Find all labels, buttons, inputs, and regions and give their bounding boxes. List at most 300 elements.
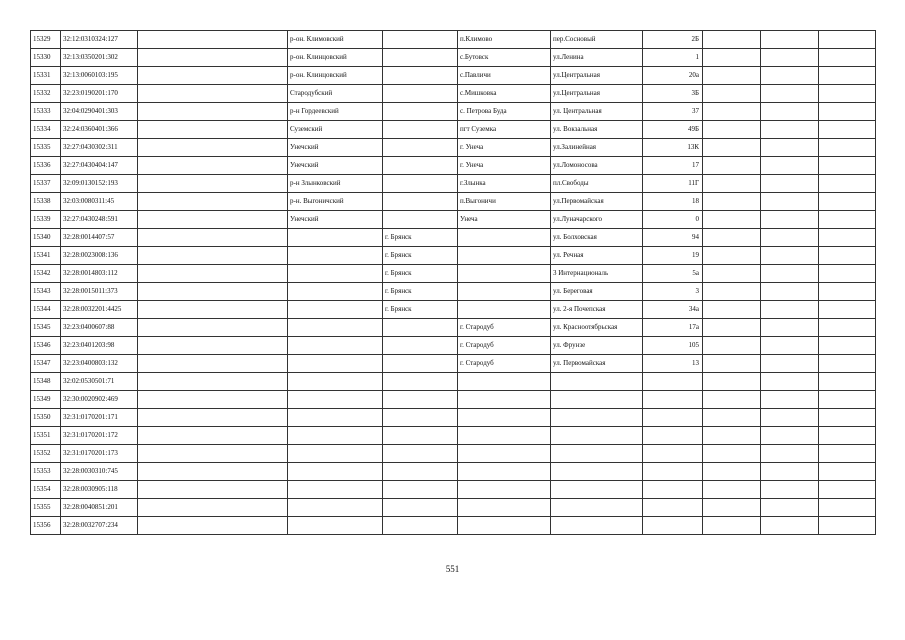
city-cell (383, 193, 458, 211)
street-cell (551, 373, 643, 391)
district-cell (288, 445, 383, 463)
house-number-cell: 1 (643, 49, 703, 67)
cadastral-number-cell: 32:28:0014803:112 (61, 265, 138, 283)
extra-col-3-cell (819, 337, 876, 355)
city-cell: г. Брянск (383, 265, 458, 283)
extra-col-2-cell (761, 229, 819, 247)
owner-cell (138, 265, 288, 283)
city-cell (383, 85, 458, 103)
extra-col-3-cell (819, 31, 876, 49)
street-cell: 3 Интернациональ (551, 265, 643, 283)
settlement-cell: с.Мишковка (458, 85, 551, 103)
settlement-cell (458, 463, 551, 481)
row-number-cell: 15332 (31, 85, 61, 103)
cadastral-number-cell: 32:23:0400803:132 (61, 355, 138, 373)
city-cell: г. Брянск (383, 283, 458, 301)
owner-cell (138, 301, 288, 319)
settlement-cell: пгт Суземка (458, 121, 551, 139)
extra-col-2-cell (761, 355, 819, 373)
extra-col-1-cell (703, 355, 761, 373)
settlement-cell: с. Петрова Буда (458, 103, 551, 121)
street-cell: ул.Первомайская (551, 193, 643, 211)
house-number-cell: 11Г (643, 175, 703, 193)
cadastral-number-cell: 32:13:0060103:195 (61, 67, 138, 85)
cadastral-number-cell: 32:23:0190201:170 (61, 85, 138, 103)
table-row (31, 247, 876, 265)
city-cell (383, 319, 458, 337)
extra-col-1-cell (703, 283, 761, 301)
owner-cell (138, 337, 288, 355)
page-number: 551 (445, 564, 460, 574)
extra-col-1-cell (703, 85, 761, 103)
row-number-cell: 15352 (31, 445, 61, 463)
street-cell: ул.Луначарского (551, 211, 643, 229)
cadastral-number-cell: 32:28:0030905:118 (61, 481, 138, 499)
extra-col-1-cell (703, 193, 761, 211)
cadastral-number-cell: 32:31:0170201:172 (61, 427, 138, 445)
owner-cell (138, 463, 288, 481)
street-cell: ул.Ленина (551, 49, 643, 67)
owner-cell (138, 247, 288, 265)
table-row (31, 463, 876, 481)
owner-cell (138, 193, 288, 211)
row-number-cell: 15342 (31, 265, 61, 283)
district-cell (288, 391, 383, 409)
settlement-cell (458, 229, 551, 247)
extra-col-1-cell (703, 31, 761, 49)
extra-col-2-cell (761, 175, 819, 193)
cadastral-number-cell: 32:27:0430248:591 (61, 211, 138, 229)
extra-col-1-cell (703, 175, 761, 193)
street-cell: ул. Речная (551, 247, 643, 265)
extra-col-2-cell (761, 211, 819, 229)
city-cell (383, 49, 458, 67)
table-row (31, 49, 876, 67)
register-table (30, 30, 876, 535)
house-number-cell: 49Б (643, 121, 703, 139)
extra-col-2-cell (761, 373, 819, 391)
house-number-cell: 19 (643, 247, 703, 265)
street-cell (551, 481, 643, 499)
house-number-cell: 17 (643, 157, 703, 175)
city-cell (383, 463, 458, 481)
district-cell: р-н Гордеевский (288, 103, 383, 121)
extra-col-2-cell (761, 49, 819, 67)
table-row (31, 157, 876, 175)
house-number-cell (643, 463, 703, 481)
extra-col-1-cell (703, 121, 761, 139)
row-number-cell: 15354 (31, 481, 61, 499)
cadastral-number-cell: 32:31:0170201:171 (61, 409, 138, 427)
extra-col-2-cell (761, 157, 819, 175)
district-cell: р-он. Клинцовский (288, 49, 383, 67)
extra-col-1-cell (703, 229, 761, 247)
district-cell (288, 517, 383, 535)
settlement-cell: г. Стародуб (458, 319, 551, 337)
row-number-cell: 15356 (31, 517, 61, 535)
extra-col-2-cell (761, 247, 819, 265)
district-cell (288, 247, 383, 265)
house-number-cell: 37 (643, 103, 703, 121)
cadastral-number-cell: 32:02:0530501:71 (61, 373, 138, 391)
owner-cell (138, 283, 288, 301)
street-cell: пер.Сосновый (551, 31, 643, 49)
cadastral-number-cell: 32:28:0023008:136 (61, 247, 138, 265)
table-row (31, 301, 876, 319)
extra-col-3-cell (819, 211, 876, 229)
extra-col-1-cell (703, 373, 761, 391)
house-number-cell (643, 481, 703, 499)
extra-col-3-cell (819, 301, 876, 319)
district-cell (288, 463, 383, 481)
district-cell (288, 265, 383, 283)
district-cell (288, 427, 383, 445)
cadastral-number-cell: 32:12:0310324:127 (61, 31, 138, 49)
owner-cell (138, 139, 288, 157)
table-row (31, 265, 876, 283)
extra-col-3-cell (819, 391, 876, 409)
row-number-cell: 15351 (31, 427, 61, 445)
extra-col-2-cell (761, 139, 819, 157)
district-cell: Стародубский (288, 85, 383, 103)
table-row (31, 31, 876, 49)
extra-col-1-cell (703, 247, 761, 265)
street-cell: ул. Красноотябрьская (551, 319, 643, 337)
extra-col-3-cell (819, 193, 876, 211)
owner-cell (138, 211, 288, 229)
house-number-cell: 17а (643, 319, 703, 337)
extra-col-3-cell (819, 175, 876, 193)
street-cell: ул. Фрунзе (551, 337, 643, 355)
extra-col-1-cell (703, 517, 761, 535)
cadastral-number-cell: 32:28:0015011:373 (61, 283, 138, 301)
house-number-cell: 20а (643, 67, 703, 85)
settlement-cell: п.Выгоничи (458, 193, 551, 211)
extra-col-1-cell (703, 265, 761, 283)
extra-col-2-cell (761, 319, 819, 337)
extra-col-3-cell (819, 409, 876, 427)
row-number-cell: 15331 (31, 67, 61, 85)
row-number-cell: 15333 (31, 103, 61, 121)
city-cell (383, 139, 458, 157)
owner-cell (138, 103, 288, 121)
extra-col-2-cell (761, 481, 819, 499)
district-cell (288, 283, 383, 301)
cadastral-number-cell: 32:31:0170201:173 (61, 445, 138, 463)
settlement-cell (458, 517, 551, 535)
extra-col-2-cell (761, 517, 819, 535)
city-cell (383, 103, 458, 121)
house-number-cell: 2Б (643, 31, 703, 49)
table-row (31, 427, 876, 445)
settlement-cell: с.Бутовск (458, 49, 551, 67)
row-number-cell: 15334 (31, 121, 61, 139)
row-number-cell: 15345 (31, 319, 61, 337)
extra-col-1-cell (703, 103, 761, 121)
extra-col-1-cell (703, 391, 761, 409)
settlement-cell (458, 499, 551, 517)
city-cell (383, 355, 458, 373)
cadastral-number-cell: 32:23:0400607:88 (61, 319, 138, 337)
table-row (31, 229, 876, 247)
owner-cell (138, 427, 288, 445)
extra-col-3-cell (819, 85, 876, 103)
table-row (31, 283, 876, 301)
extra-col-2-cell (761, 301, 819, 319)
extra-col-3-cell (819, 121, 876, 139)
settlement-cell: п.Климово (458, 31, 551, 49)
settlement-cell (458, 409, 551, 427)
house-number-cell: 3Б (643, 85, 703, 103)
city-cell (383, 499, 458, 517)
street-cell (551, 499, 643, 517)
street-cell: ул.Залинейная (551, 139, 643, 157)
extra-col-3-cell (819, 463, 876, 481)
extra-col-1-cell (703, 481, 761, 499)
row-number-cell: 15355 (31, 499, 61, 517)
row-number-cell: 15329 (31, 31, 61, 49)
extra-col-3-cell (819, 373, 876, 391)
table-row (31, 139, 876, 157)
district-cell: Унечский (288, 211, 383, 229)
extra-col-1-cell (703, 211, 761, 229)
house-number-cell (643, 409, 703, 427)
table-row (31, 481, 876, 499)
house-number-cell: 13 (643, 355, 703, 373)
table-row (31, 409, 876, 427)
extra-col-3-cell (819, 283, 876, 301)
table-row (31, 193, 876, 211)
city-cell (383, 373, 458, 391)
street-cell: пл.Свободы (551, 175, 643, 193)
city-cell (383, 427, 458, 445)
extra-col-2-cell (761, 193, 819, 211)
extra-col-2-cell (761, 337, 819, 355)
street-cell (551, 517, 643, 535)
street-cell (551, 445, 643, 463)
street-cell: ул.Центральная (551, 85, 643, 103)
settlement-cell: г. Унеча (458, 157, 551, 175)
district-cell: р-н Злынковский (288, 175, 383, 193)
extra-col-3-cell (819, 517, 876, 535)
house-number-cell: 0 (643, 211, 703, 229)
street-cell (551, 391, 643, 409)
house-number-cell (643, 391, 703, 409)
extra-col-3-cell (819, 445, 876, 463)
table-row (31, 85, 876, 103)
owner-cell (138, 391, 288, 409)
row-number-cell: 15340 (31, 229, 61, 247)
house-number-cell: 13К (643, 139, 703, 157)
district-cell: р-он. Климовский (288, 31, 383, 49)
cadastral-number-cell: 32:28:0032201:4425 (61, 301, 138, 319)
extra-col-3-cell (819, 319, 876, 337)
settlement-cell (458, 445, 551, 463)
extra-col-3-cell (819, 67, 876, 85)
extra-col-2-cell (761, 121, 819, 139)
table-row (31, 355, 876, 373)
settlement-cell (458, 283, 551, 301)
owner-cell (138, 481, 288, 499)
district-cell (288, 409, 383, 427)
house-number-cell (643, 445, 703, 463)
district-cell: р-он. Клинцовский (288, 67, 383, 85)
city-cell: г. Брянск (383, 301, 458, 319)
extra-col-3-cell (819, 157, 876, 175)
street-cell: ул. Вокзальная (551, 121, 643, 139)
house-number-cell (643, 499, 703, 517)
owner-cell (138, 355, 288, 373)
street-cell: ул. 2-я Почепская (551, 301, 643, 319)
row-number-cell: 15346 (31, 337, 61, 355)
city-cell (383, 409, 458, 427)
settlement-cell: г. Стародуб (458, 355, 551, 373)
settlement-cell (458, 391, 551, 409)
settlement-cell: с.Павличи (458, 67, 551, 85)
district-cell (288, 373, 383, 391)
city-cell (383, 337, 458, 355)
row-number-cell: 15335 (31, 139, 61, 157)
row-number-cell: 15336 (31, 157, 61, 175)
settlement-cell (458, 427, 551, 445)
extra-col-1-cell (703, 427, 761, 445)
cadastral-number-cell: 32:28:0030310:745 (61, 463, 138, 481)
cadastral-number-cell: 32:28:0032707:234 (61, 517, 138, 535)
district-cell (288, 301, 383, 319)
row-number-cell: 15350 (31, 409, 61, 427)
register-body (31, 31, 876, 535)
extra-col-2-cell (761, 427, 819, 445)
owner-cell (138, 445, 288, 463)
owner-cell (138, 499, 288, 517)
owner-cell (138, 175, 288, 193)
extra-col-3-cell (819, 49, 876, 67)
table-row (31, 103, 876, 121)
house-number-cell (643, 373, 703, 391)
district-cell: р-н. Выгоничский (288, 193, 383, 211)
house-number-cell (643, 517, 703, 535)
extra-col-2-cell (761, 31, 819, 49)
street-cell: ул.Ломоносова (551, 157, 643, 175)
extra-col-3-cell (819, 265, 876, 283)
district-cell (288, 319, 383, 337)
extra-col-2-cell (761, 283, 819, 301)
row-number-cell: 15337 (31, 175, 61, 193)
owner-cell (138, 517, 288, 535)
table-row (31, 67, 876, 85)
row-number-cell: 15338 (31, 193, 61, 211)
table-row (31, 211, 876, 229)
house-number-cell: 5а (643, 265, 703, 283)
table-row (31, 175, 876, 193)
extra-col-1-cell (703, 139, 761, 157)
cadastral-number-cell: 32:13:0350201:302 (61, 49, 138, 67)
row-number-cell: 15347 (31, 355, 61, 373)
extra-col-2-cell (761, 409, 819, 427)
owner-cell (138, 67, 288, 85)
city-cell (383, 157, 458, 175)
cadastral-number-cell: 32:28:0014407:57 (61, 229, 138, 247)
city-cell (383, 391, 458, 409)
settlement-cell (458, 373, 551, 391)
table-row (31, 517, 876, 535)
extra-col-3-cell (819, 481, 876, 499)
extra-col-1-cell (703, 499, 761, 517)
settlement-cell: г.Злынка (458, 175, 551, 193)
city-cell (383, 121, 458, 139)
owner-cell (138, 229, 288, 247)
extra-col-3-cell (819, 499, 876, 517)
district-cell: Суземский (288, 121, 383, 139)
owner-cell (138, 31, 288, 49)
street-cell: ул. Первомайская (551, 355, 643, 373)
city-cell (383, 31, 458, 49)
table-row (31, 373, 876, 391)
row-number-cell: 15339 (31, 211, 61, 229)
extra-col-1-cell (703, 67, 761, 85)
city-cell (383, 175, 458, 193)
city-cell: г. Брянск (383, 247, 458, 265)
extra-col-2-cell (761, 445, 819, 463)
cadastral-number-cell: 32:27:0430404:147 (61, 157, 138, 175)
extra-col-3-cell (819, 103, 876, 121)
owner-cell (138, 373, 288, 391)
city-cell (383, 445, 458, 463)
settlement-cell (458, 247, 551, 265)
row-number-cell: 15344 (31, 301, 61, 319)
house-number-cell: 34а (643, 301, 703, 319)
district-cell: Унечский (288, 157, 383, 175)
cadastral-number-cell: 32:24:0360401:366 (61, 121, 138, 139)
house-number-cell: 94 (643, 229, 703, 247)
city-cell (383, 67, 458, 85)
row-number-cell: 15343 (31, 283, 61, 301)
cadastral-number-cell: 32:04:0290401:303 (61, 103, 138, 121)
table-row (31, 445, 876, 463)
owner-cell (138, 85, 288, 103)
owner-cell (138, 157, 288, 175)
row-number-cell: 15341 (31, 247, 61, 265)
table-row (31, 391, 876, 409)
cadastral-number-cell: 32:30:0020902:469 (61, 391, 138, 409)
house-number-cell: 105 (643, 337, 703, 355)
owner-cell (138, 49, 288, 67)
extra-col-1-cell (703, 337, 761, 355)
extra-col-3-cell (819, 229, 876, 247)
district-cell (288, 355, 383, 373)
street-cell: ул. Болховская (551, 229, 643, 247)
district-cell (288, 499, 383, 517)
street-cell: ул. Центральная (551, 103, 643, 121)
district-cell: Унечский (288, 139, 383, 157)
extra-col-2-cell (761, 265, 819, 283)
extra-col-2-cell (761, 85, 819, 103)
extra-col-2-cell (761, 463, 819, 481)
street-cell (551, 409, 643, 427)
owner-cell (138, 319, 288, 337)
owner-cell (138, 121, 288, 139)
extra-col-1-cell (703, 409, 761, 427)
extra-col-2-cell (761, 391, 819, 409)
settlement-cell: г. Стародуб (458, 337, 551, 355)
city-cell: г. Брянск (383, 229, 458, 247)
extra-col-1-cell (703, 301, 761, 319)
street-cell: ул.Центральная (551, 67, 643, 85)
extra-col-1-cell (703, 319, 761, 337)
table-row (31, 121, 876, 139)
extra-col-3-cell (819, 427, 876, 445)
cadastral-number-cell: 32:27:0430302:311 (61, 139, 138, 157)
